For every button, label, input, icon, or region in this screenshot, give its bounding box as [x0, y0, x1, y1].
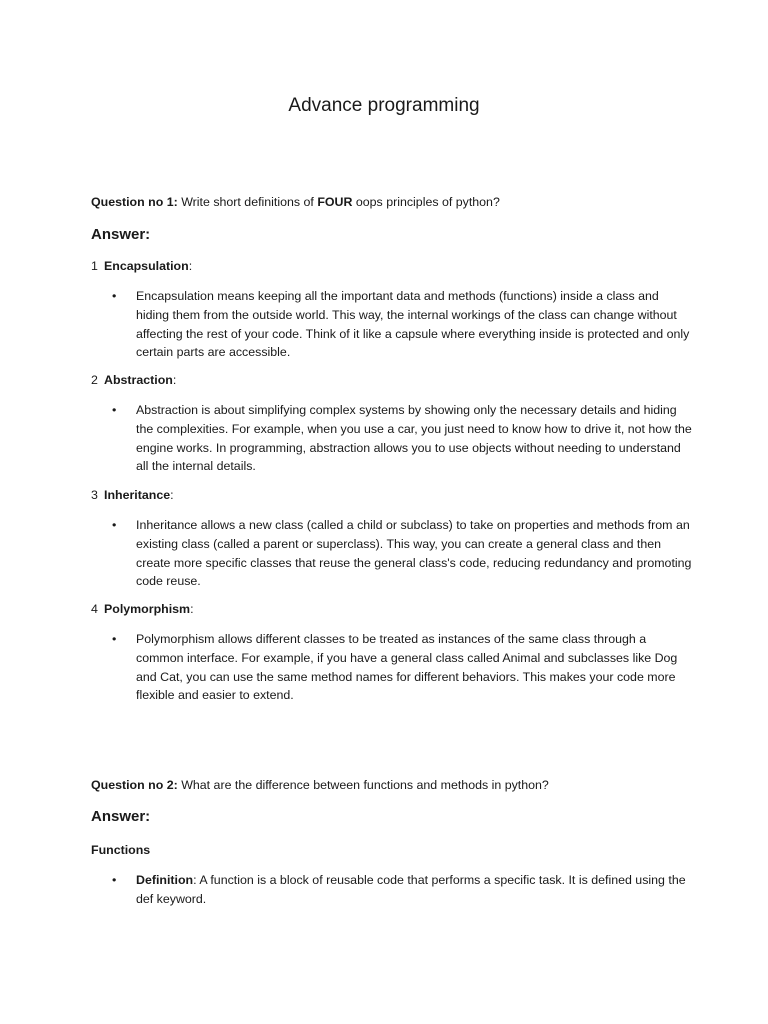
principle-bullet-polymorphism: [112, 630, 692, 705]
question-1: [91, 194, 500, 210]
principle-name: Encapsulation: [104, 259, 189, 273]
principle-colon: :: [188, 259, 193, 273]
principle-number: 2: [91, 373, 98, 387]
functions-definition-bullet: [112, 871, 692, 909]
bullet-icon: •: [112, 289, 117, 303]
answer-heading-1: Answer:: [91, 226, 151, 243]
answer-heading-2: Answer:: [91, 808, 151, 825]
document-title: Advance programming: [288, 95, 480, 116]
principle-text: Abstraction is about simplifying complex systems by showing only the necessary details and hiding the complexities. For example, when you use a car, you just need to know how to drive it, not how the engine works. In programming, abstraction allows you to use objects without needing to understand all the internal details.: [136, 403, 692, 474]
principle-name: Inheritance: [104, 488, 171, 502]
bullet-icon: •: [112, 632, 117, 646]
question-1-label: Question no 1:: [91, 195, 178, 209]
principle-name: Abstraction: [104, 373, 173, 387]
question-1-text-a: Write short definitions of: [177, 195, 318, 209]
bullet-icon: •: [112, 403, 117, 417]
principle-number: 1: [91, 259, 98, 273]
definition-label: Definition: [136, 873, 194, 887]
question-1-text-b: oops principles of python?: [352, 195, 500, 209]
bullet-icon: •: [112, 518, 117, 532]
principle-number: 4: [91, 602, 98, 616]
principle-heading-abstraction: [91, 372, 176, 388]
principle-heading-polymorphism: [91, 601, 194, 617]
question-1-emph: FOUR: [317, 195, 353, 209]
principle-text: Polymorphism allows different classes to be treated as instances of the same class through a common interface. For example, if you have a general class called Animal and subclasses like Dog and Cat, you can use the same method names for different behaviors. This makes your code more flexible and easier to extend.: [136, 632, 678, 703]
bullet-icon: •: [112, 873, 117, 887]
functions-heading: Functions: [91, 843, 151, 857]
principle-name: Polymorphism: [104, 602, 191, 616]
principle-heading-encapsulation: [91, 258, 192, 274]
principle-text: Inheritance allows a new class (called a child or subclass) to take on properties and methods from an existing class (called a parent or superclass). This way, you can create a general class and then create more specific classes that reuse the general class's code, reducing redundancy and promoting code reuse.: [136, 518, 692, 589]
question-2-label: Question no 2:: [91, 778, 178, 792]
functions-definition-text: [136, 871, 692, 909]
principle-bullet-abstraction: [112, 401, 692, 476]
principle-bullet-inheritance: [112, 516, 692, 591]
principle-text: Encapsulation means keeping all the important data and methods (functions) inside a class and hiding them from the outside world. This way, the internal workings of the class can change without affecting the rest of your code. Think of it like a capsule where everything inside is protected and only certain parts are accessible.: [136, 289, 690, 360]
principle-number: 3: [91, 488, 98, 502]
question-2-text: What are the difference between functions and methods in python?: [177, 778, 549, 792]
principle-bullet-encapsulation: [112, 287, 692, 362]
question-2: [91, 777, 549, 793]
principle-heading-inheritance: [91, 487, 174, 503]
principle-colon: :: [190, 602, 194, 616]
principle-colon: :: [172, 373, 177, 387]
principle-colon: :: [170, 488, 174, 502]
definition-text: : A function is a block of reusable code that performs a specific task. It is defined using the def keyword.: [136, 873, 686, 906]
